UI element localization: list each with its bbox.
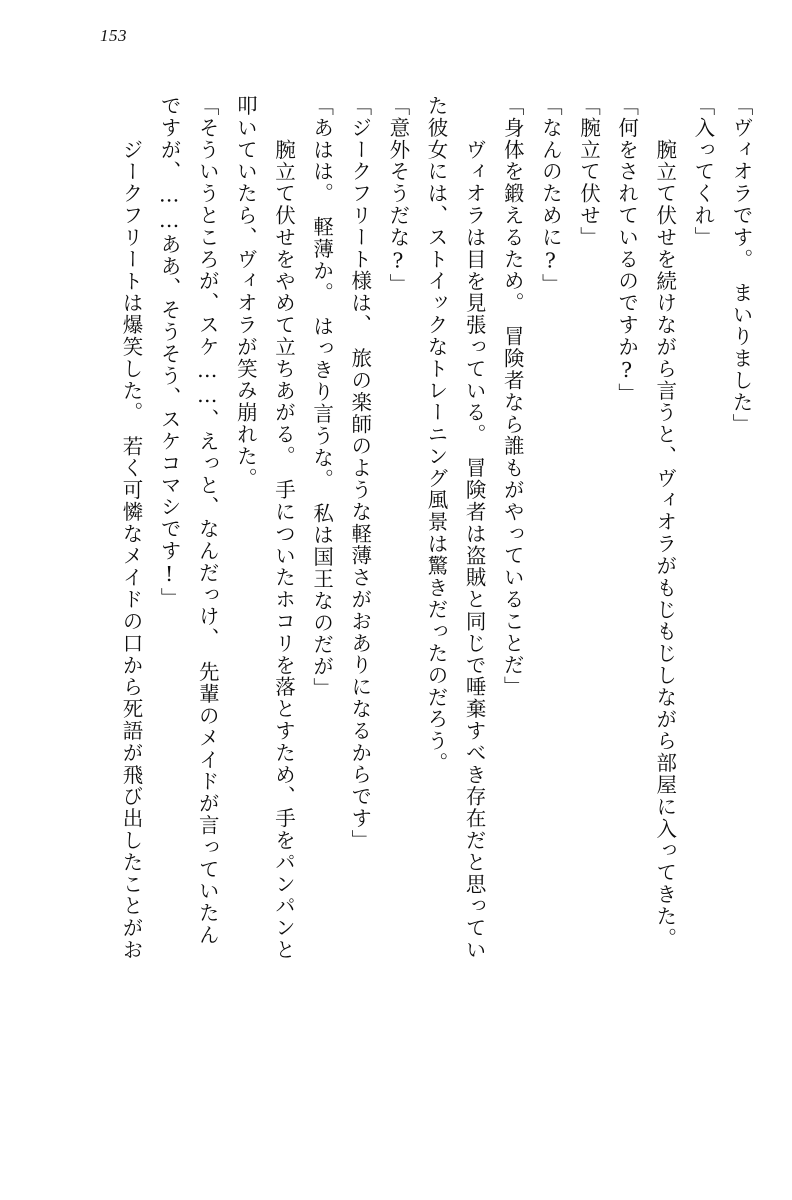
text-line: 「そういうところが、スケ……、えっと、なんだっけ、 先輩のメイドが言っていたん [195,95,220,946]
text-line: 「なんのために?」 [538,95,563,296]
text-line: 「ジークフリート様は、 旅の楽師のような軽薄さがおありになるからです」 [347,95,372,852]
text-line: た彼女には、ストイックなトレーニング風景は驚きだったのだろう。 [424,95,448,774]
page-body [30,95,760,1165]
text-line: 「腕立て伏せ」 [576,95,601,249]
text-line: ヴィオラは目を見張っている。 冒険者は盗賊と同じで唾棄すべき存在だと思ってい [462,117,487,961]
text-line: 「意外そうだな?」 [385,95,410,296]
text-line: 腕立て伏せをやめて立ちあがる。 手についたホコリを落とすため、手をパンパンと [271,117,296,961]
text-line: 「身体を鍛えるため。 冒険者なら誰もがやっていることだ」 [500,95,525,698]
text-line: 「ヴィオラです。 まいりました」 [729,95,753,436]
text-line: 叩いていたら、ヴィオラが笑み崩れた。 [233,95,258,490]
text-line: ですが、……ああ、そうそう、スケコマシです!」 [157,95,182,610]
text-line: 腕立て伏せを続けながら言うと、ヴィオラがもじもじしながら部屋に入ってきた。 [652,117,677,950]
text-line: 「あはは。 軽薄か。 はっきり言うな。 私は国王なのだが」 [309,95,334,700]
text-line: 「何をされているのですか?」 [614,95,639,406]
vertical-text-block [30,95,760,1165]
text-line: 「入ってくれ」 [690,95,715,249]
page-number: 153 [100,26,127,45]
text-line: ジークフリートは爆笑した。 若く可憐なメイドの口から死語が飛び出したことがお [119,117,143,961]
